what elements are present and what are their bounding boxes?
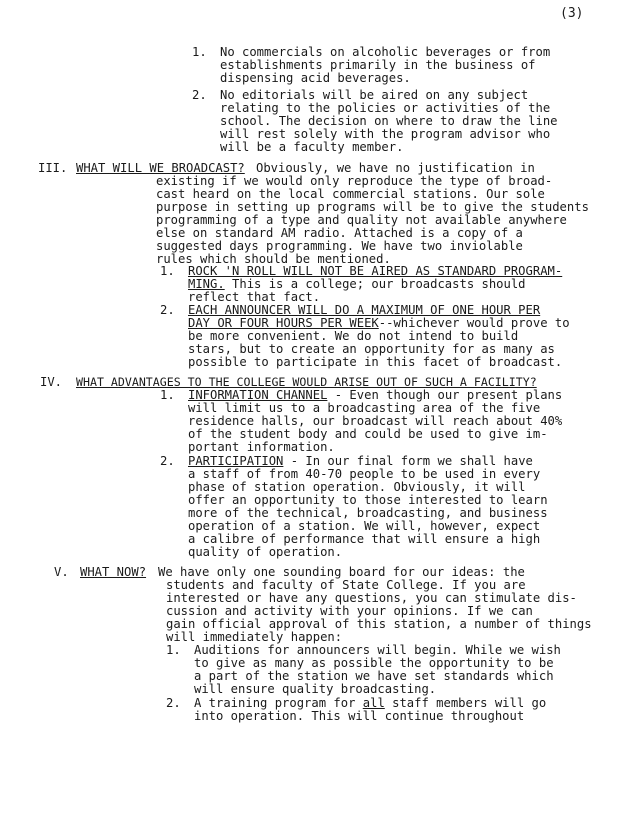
text-span: staff members will go: [384, 696, 547, 710]
list-number: 2.: [160, 303, 175, 317]
list-number: 1.: [166, 643, 181, 657]
rule-heading: ROCK 'N ROLL WILL NOT BE AIRED AS STANDARD PROGRAM-: [188, 264, 563, 278]
text-line: cussion and activity with your opinions. If we can: [166, 604, 533, 618]
text-line: possible to participate in this facet of broadcast.: [188, 355, 563, 369]
section-numeral: IV.: [40, 375, 63, 389]
text-line: establishments primarily in the business of: [220, 58, 536, 72]
text-line: purpose in setting up programs will be to give the students: [156, 200, 589, 214]
text-span: This is a college; our broadcasts should: [224, 277, 526, 291]
text-line: We have only one sounding board for our ideas: the: [158, 565, 525, 579]
text-line: operation of a station. We will, however, expect: [188, 519, 541, 533]
section-heading: WHAT WILL WE BROADCAST?: [76, 161, 245, 175]
text-line: will immediately happen:: [166, 630, 343, 644]
text-span: - Even though our present plans: [327, 388, 563, 402]
rule-heading-end: DAY OR FOUR HOURS PER WEEK: [188, 316, 379, 330]
text-line: stars, but to create an opportunity for as many as: [188, 342, 555, 356]
text-line: [188, 316, 570, 330]
text-line: portant information.: [188, 440, 335, 454]
text-line: a staff of from 40-70 people to be used in every: [188, 467, 541, 481]
rule-heading-end: MING.: [188, 277, 225, 291]
text-line: dispensing acid beverages.: [220, 71, 411, 85]
text-line: Obviously, we have no justification in: [256, 161, 535, 175]
text-line: No commercials on alcoholic beverages or from: [220, 45, 551, 59]
text-line: be more convenient. We do not intend to build: [188, 329, 519, 343]
list-number: 1.: [160, 388, 175, 402]
text-line: will limit us to a broadcasting area of the five: [188, 401, 541, 415]
emphasis-word: all: [362, 696, 385, 710]
text-line: to give as many as possible the opportunity to be: [194, 656, 554, 670]
text-line: will rest solely with the program advisor who: [220, 127, 551, 141]
text-line: residence halls, our broadcast will reach about 40%: [188, 414, 563, 428]
text-line: suggested days programming. We have two inviolable: [156, 239, 523, 253]
section-numeral: III.: [38, 161, 68, 175]
text-line: Auditions for announcers will begin. While we wish: [194, 643, 561, 657]
text-span: A training program for: [194, 696, 363, 710]
text-line: will ensure quality broadcasting.: [194, 682, 437, 696]
item-heading: PARTICIPATION: [188, 454, 284, 468]
text-span: - In our final form we shall have: [283, 454, 533, 468]
page-number: (3): [560, 6, 584, 21]
text-line: quality of operation.: [188, 545, 343, 559]
text-line: relating to the policies or activities of the: [220, 101, 551, 115]
text-line: [188, 277, 526, 291]
text-line: existing if we would only reproduce the type of broad-: [156, 174, 553, 188]
text-line: phase of station operation. Obviously, it will: [188, 480, 526, 494]
section-heading: WHAT ADVANTAGES TO THE COLLEGE WOULD ARISE OUT OF SUCH A FACILITY?: [76, 375, 537, 389]
text-line: will be a faculty member.: [220, 140, 404, 154]
text-line: interested or have any questions, you can stimulate dis-: [166, 591, 577, 605]
section-numeral: V.: [54, 565, 69, 579]
list-number: 1.: [192, 45, 207, 59]
text-line: offer an opportunity to those interested to learn: [188, 493, 548, 507]
text-line: programming of a type and quality not available anywhere: [156, 213, 567, 227]
section-heading: WHAT NOW?: [80, 565, 147, 579]
text-line: No editorials will be aired on any subject: [220, 88, 529, 102]
item-heading: INFORMATION CHANNEL: [188, 388, 328, 402]
list-number: 1.: [160, 264, 175, 278]
list-number: 2.: [166, 696, 181, 710]
text-line: reflect that fact.: [188, 290, 321, 304]
text-line: into operation. This will continue throughout: [194, 709, 525, 723]
list-number: 2.: [160, 454, 175, 468]
text-line: else on standard AM radio. Attached is a copy of a: [156, 226, 523, 240]
text-line: school. The decision on where to draw the line: [220, 114, 558, 128]
text-line: gain official approval of this station, a number of things: [166, 617, 592, 631]
text-line: students and faculty of State College. If you are: [166, 578, 526, 592]
text-line: of the student body and could be used to give im-: [188, 427, 548, 441]
text-line: cast heard on the local commercial stations. Our sole: [156, 187, 545, 201]
rule-heading: EACH ANNOUNCER WILL DO A MAXIMUM OF ONE HOUR PER: [188, 303, 541, 317]
text-line: [194, 696, 546, 710]
text-line: [188, 454, 533, 468]
text-line: a calibre of performance that will ensure a high: [188, 532, 541, 546]
text-line: rules which should be mentioned.: [156, 252, 391, 266]
text-line: [188, 388, 562, 402]
list-number: 2.: [192, 88, 207, 102]
text-span: --whichever would prove to: [378, 316, 570, 330]
text-line: more of the technical, broadcasting, and business: [188, 506, 548, 520]
text-line: a part of the station we have set standards which: [194, 669, 554, 683]
